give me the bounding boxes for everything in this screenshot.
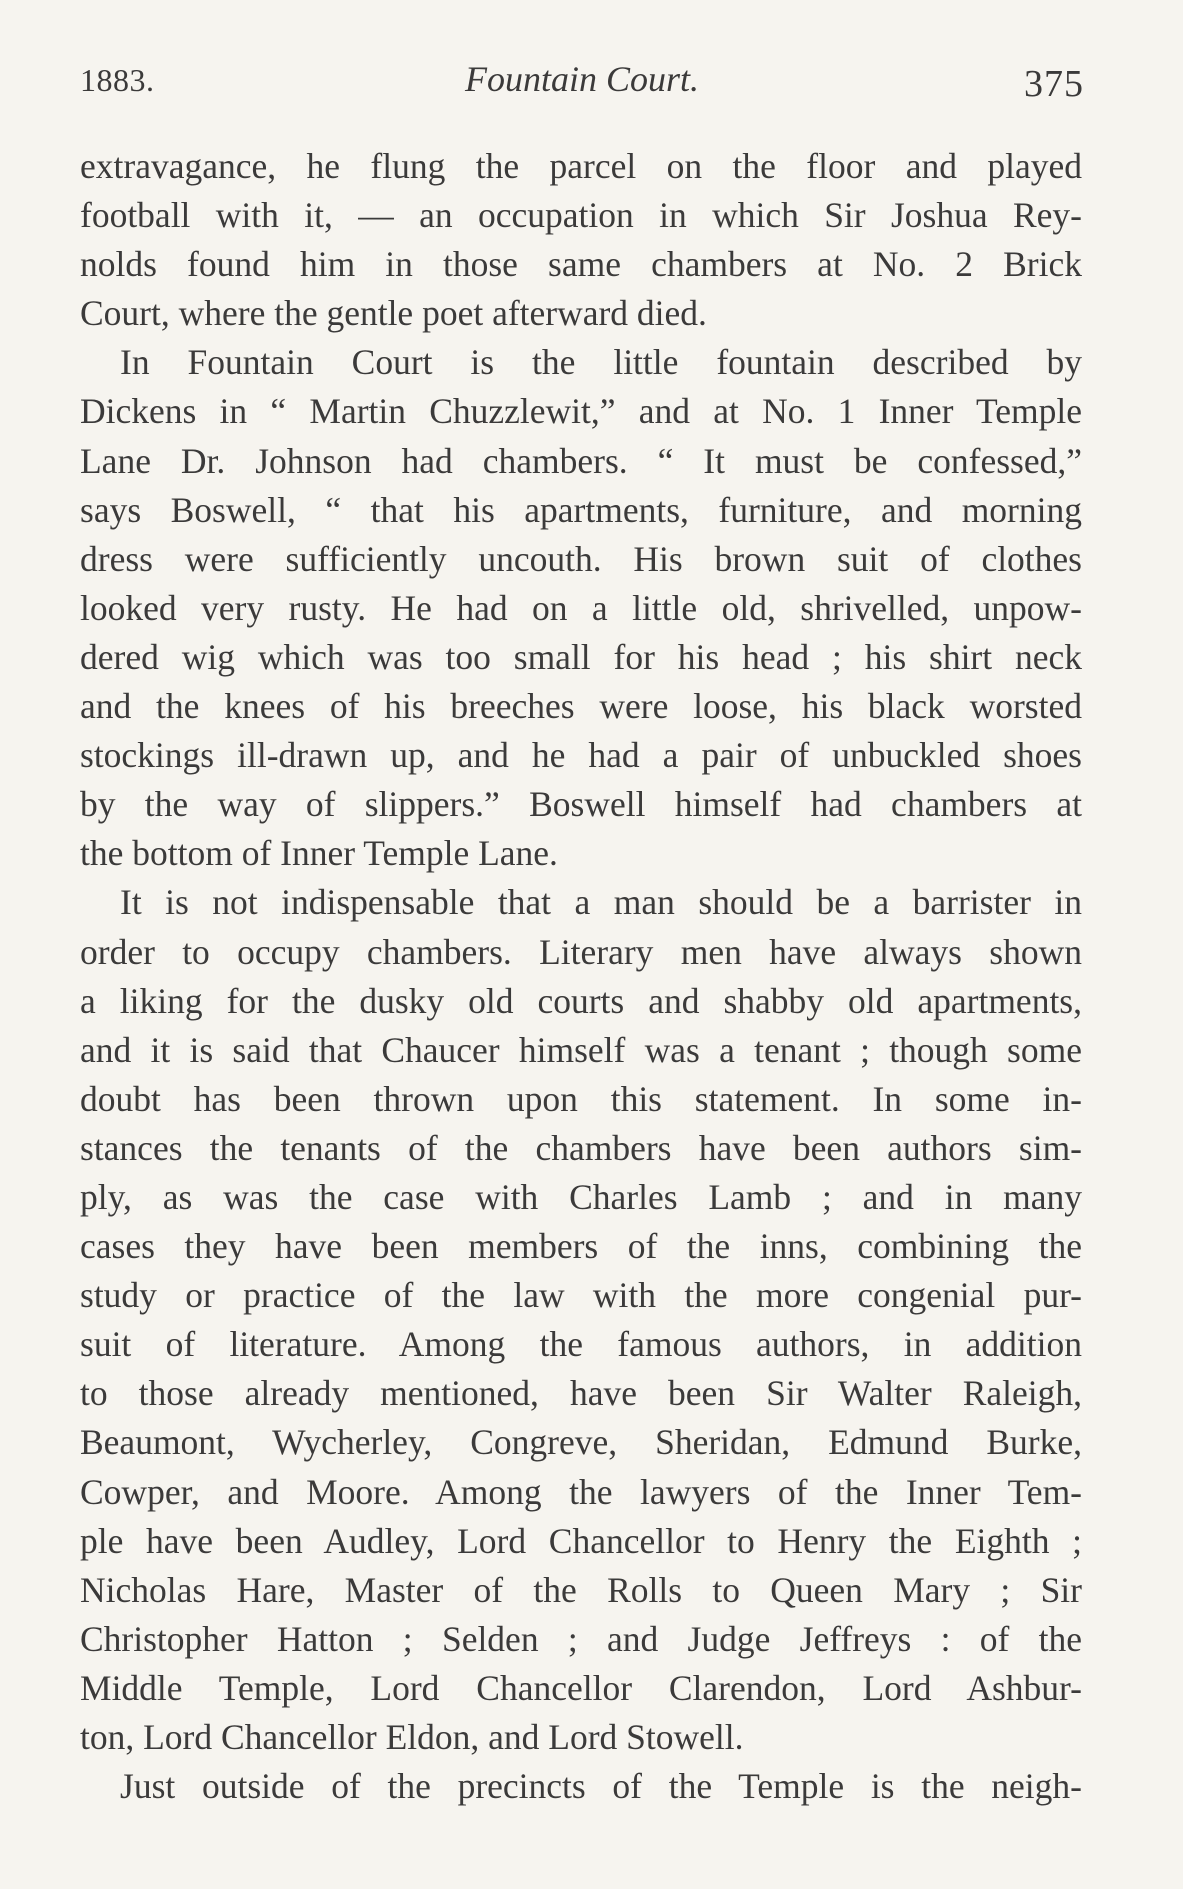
text-line: Court, where the gentle poet afterward died. <box>80 293 707 334</box>
text-line: the bottom of Inner Temple Lane. <box>80 833 558 874</box>
text-line: extravagance, he flung the parcel on the floor and played <box>80 146 1082 186</box>
running-head-year: 1883. <box>80 62 155 98</box>
text-line: dress were sufficiently uncouth. His brown suit of clothes <box>80 538 1082 579</box>
text-line: looked very rusty. He had on a little old, shrivelled, unpow- <box>80 587 1082 628</box>
text-line: a liking for the dusky old courts and shabby old apartments, <box>80 980 1082 1021</box>
text-line: nolds found him in those same chambers at No. 2 Brick <box>80 244 1082 285</box>
text-line: Dickens in “ Martin Chuzzlewit,” and at No. 1 Inner Temple <box>80 391 1082 432</box>
text-line: In Fountain Court is the little fountain described by <box>120 342 1082 383</box>
running-head-title: Fountain Court. <box>464 59 700 99</box>
text-line: football with it, — an occupation in which Sir Joshua Rey- <box>80 195 1082 236</box>
text-line: cases they have been members of the inns, combining the <box>80 1226 1082 1267</box>
text-line: ton, Lord Chancellor Eldon, and Lord Stowell. <box>80 1717 744 1757</box>
text-line: ple have been Audley, Lord Chancellor to Henry the Eighth ; <box>80 1520 1082 1561</box>
text-line: doubt has been thrown upon this statement. In some in- <box>80 1078 1082 1119</box>
body-text <box>80 142 1082 1811</box>
running-head <box>80 58 1084 108</box>
text-line: to those already mentioned, have been Sir Walter Raleigh, <box>80 1373 1082 1414</box>
page-number: 375 <box>1024 63 1084 105</box>
text-line: stances the tenants of the chambers have been authors sim- <box>80 1127 1082 1168</box>
text-line: Cowper, and Moore. Among the lawyers of the Inner Tem- <box>80 1471 1082 1512</box>
text-line: It is not indispensable that a man should be a barrister in <box>120 882 1082 923</box>
text-line: Christopher Hatton ; Selden ; and Judge Jeffreys : of the <box>80 1618 1082 1659</box>
text-line: Beaumont, Wycherley, Congreve, Sheridan, Edmund Burke, <box>80 1422 1082 1463</box>
text-line: Just outside of the precincts of the Temple is the neigh- <box>120 1766 1082 1807</box>
text-line: dered wig which was too small for his head ; his shirt neck <box>80 636 1082 677</box>
text-line: order to occupy chambers. Literary men have always shown <box>80 931 1082 972</box>
text-line: Lane Dr. Johnson had chambers. “ It must be confessed,” <box>80 440 1082 481</box>
text-line: study or practice of the law with the more congenial pur- <box>80 1275 1082 1316</box>
text-line: says Boswell, “ that his apartments, furniture, and morning <box>80 489 1082 530</box>
text-line: Nicholas Hare, Master of the Rolls to Queen Mary ; Sir <box>80 1569 1082 1610</box>
text-line: and it is said that Chaucer himself was a tenant ; though some <box>80 1029 1082 1070</box>
text-line: and the knees of his breeches were loose, his black worsted <box>80 686 1082 727</box>
text-line: Middle Temple, Lord Chancellor Clarendon, Lord Ashbur- <box>80 1667 1082 1708</box>
text-line: ply, as was the case with Charles Lamb ; and in many <box>80 1176 1082 1217</box>
text-line: stockings ill-drawn up, and he had a pair of unbuckled shoes <box>80 735 1082 776</box>
text-line: by the way of slippers.” Boswell himself had chambers at <box>80 784 1082 825</box>
text-line: suit of literature. Among the famous authors, in addition <box>80 1324 1082 1365</box>
